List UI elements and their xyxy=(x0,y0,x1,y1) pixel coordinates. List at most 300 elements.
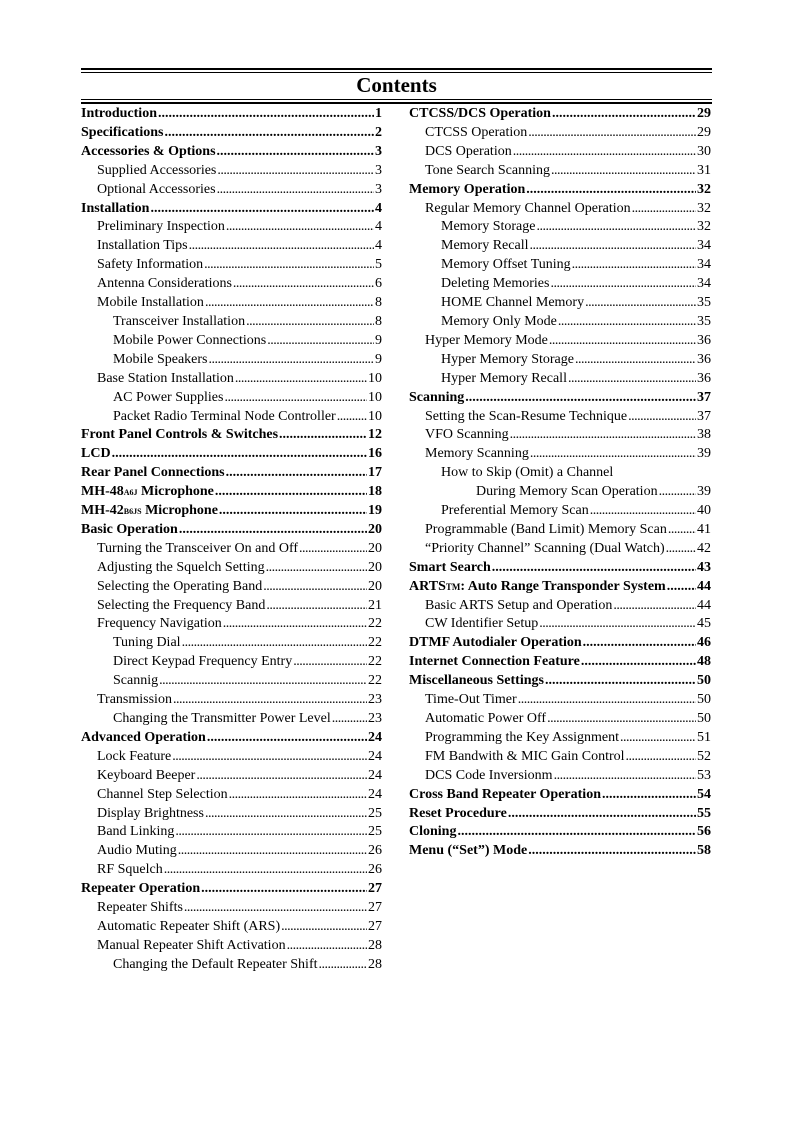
toc-entry xyxy=(81,899,382,918)
toc-leader-dots xyxy=(626,748,696,767)
toc-leader-dots xyxy=(632,200,696,219)
toc-page-number: 1 xyxy=(375,106,382,121)
toc-entry-label xyxy=(97,181,216,200)
toc-entry-subscript: B6JS xyxy=(123,507,142,517)
toc-leader-dots xyxy=(205,294,374,313)
toc-page-number: 37 xyxy=(697,389,711,405)
toc-entry-title: Preliminary Inspection xyxy=(97,219,225,235)
toc-entry xyxy=(81,237,382,256)
toc-page-number: 22 xyxy=(368,635,382,651)
toc-leader-dots xyxy=(281,918,367,937)
toc-entry-label xyxy=(81,105,157,124)
toc-leader-dots xyxy=(217,181,374,200)
toc-entry-label xyxy=(97,578,262,597)
toc-entry-label xyxy=(81,729,206,748)
toc-leader-dots xyxy=(628,408,696,427)
toc-entry xyxy=(409,200,711,219)
toc-entry-title-suffix: : Auto Range Transponder System xyxy=(460,578,666,594)
toc-page-number: 18 xyxy=(368,484,382,500)
toc-entry xyxy=(81,313,382,332)
toc-page-number: 5 xyxy=(375,257,382,273)
toc-entry-label xyxy=(113,634,181,653)
toc-page-number: 10 xyxy=(368,408,382,424)
toc-entry-title: MH-42 xyxy=(81,503,124,519)
toc-leader-dots xyxy=(164,124,374,143)
toc-page-number: 2 xyxy=(375,124,382,140)
toc-page-number: 56 xyxy=(697,824,711,840)
toc-page-number: 28 xyxy=(368,956,382,972)
toc-leader-dots xyxy=(528,842,696,861)
toc-leader-dots xyxy=(233,275,374,294)
toc-entry xyxy=(81,672,382,691)
toc-entry-label xyxy=(81,880,200,899)
toc-entry-title: “Priority Channel” Scanning (Dual Watch) xyxy=(425,540,665,556)
toc-entry-label xyxy=(81,521,178,540)
toc-entry-title: Repeater Operation xyxy=(81,881,201,897)
toc-page-number: 3 xyxy=(375,181,382,197)
toc-entry-title: RF Squelch xyxy=(97,862,163,878)
toc-entry-label xyxy=(441,256,571,275)
toc-entry-label xyxy=(441,294,584,313)
toc-entry xyxy=(81,559,382,578)
toc-leader-dots xyxy=(558,313,696,332)
toc-entry-label xyxy=(97,540,298,559)
toc-entry xyxy=(409,332,711,351)
toc-entry xyxy=(81,748,382,767)
toc-entry-title: Installation xyxy=(81,200,150,216)
toc-entry-label xyxy=(97,559,265,578)
toc-entry-label xyxy=(97,275,232,294)
toc-entry-title: Scannig xyxy=(113,673,159,689)
toc-leader-dots xyxy=(267,332,374,351)
toc-leader-dots xyxy=(529,237,696,256)
toc-leader-dots xyxy=(112,445,367,464)
toc-entry-title: Basic Operation xyxy=(81,521,178,537)
toc-entry-title: ARTS xyxy=(409,578,446,594)
toc-page-number: 46 xyxy=(697,635,711,651)
toc-entry-title: Changing the Transmitter Power Level xyxy=(113,711,331,726)
toc-leader-dots xyxy=(620,729,696,748)
toc-leader-dots xyxy=(173,691,367,710)
toc-entry-title: Optional Accessories xyxy=(97,181,216,197)
toc-leader-dots xyxy=(545,672,696,691)
toc-page-number: 20 xyxy=(368,540,382,556)
toc-leader-dots xyxy=(602,786,696,805)
toc-page-number: 58 xyxy=(697,843,711,859)
toc-entry-label xyxy=(113,313,245,332)
toc-entry-label xyxy=(97,162,216,181)
toc-entry-label xyxy=(425,710,546,729)
toc-entry-title: Mobile Power Connections xyxy=(113,332,267,348)
toc-entry xyxy=(81,578,382,597)
toc-leader-dots xyxy=(226,218,374,237)
toc-entry-label xyxy=(425,143,512,162)
toc-leader-dots xyxy=(572,256,696,275)
toc-leader-dots xyxy=(189,237,374,256)
toc-entry-title: Setting the Scan-Resume Technique xyxy=(425,408,628,424)
toc-entry xyxy=(409,162,711,181)
toc-page-number: 19 xyxy=(368,503,382,519)
toc-entry-label xyxy=(441,351,574,370)
toc-page-number: 32 xyxy=(697,200,711,216)
toc-leader-dots xyxy=(550,275,696,294)
toc-page-number: 26 xyxy=(368,843,382,859)
toc-entry xyxy=(81,445,382,464)
toc-leader-dots xyxy=(585,294,696,313)
toc-entry-label xyxy=(425,445,529,464)
toc-entry xyxy=(81,389,382,408)
toc-entry-title: Hyper Memory Recall xyxy=(441,370,567,386)
toc-page-number: 39 xyxy=(697,446,711,462)
toc-entry xyxy=(409,842,711,861)
toc-entry-title: Turning the Transceiver On and Off xyxy=(97,540,299,556)
toc-entry xyxy=(81,615,382,634)
toc-entry-label xyxy=(81,143,216,162)
toc-page-number: 25 xyxy=(368,805,382,821)
toc-leader-dots xyxy=(530,445,696,464)
toc-entry-title: Keyboard Beeper xyxy=(97,767,196,783)
toc-leader-dots xyxy=(492,559,696,578)
toc-entry-label xyxy=(425,729,619,748)
toc-entry-label xyxy=(113,710,331,729)
toc-entry xyxy=(81,200,382,219)
toc-entry xyxy=(409,464,711,483)
toc-entry-label xyxy=(425,426,509,445)
toc-entry xyxy=(81,105,382,124)
toc-page-number: 52 xyxy=(697,748,711,764)
toc-page-number: 20 xyxy=(368,559,382,575)
toc-entry xyxy=(81,124,382,143)
toc-leader-dots xyxy=(164,861,367,880)
toc-leader-dots xyxy=(223,615,367,634)
toc-page-number: 51 xyxy=(697,729,711,745)
toc-entry xyxy=(81,256,382,275)
toc-entry-title: Memory Operation xyxy=(409,181,526,197)
toc-entry xyxy=(409,578,711,597)
toc-entry xyxy=(81,464,382,483)
toc-entry-label xyxy=(97,805,204,824)
toc-entry xyxy=(81,634,382,653)
toc-entry-label xyxy=(425,332,548,351)
toc-entry-trademark: TM xyxy=(445,581,461,592)
toc-leader-dots xyxy=(226,464,367,483)
toc-page-number: 24 xyxy=(368,729,382,745)
toc-page-number: 36 xyxy=(697,351,711,367)
toc-entry-title: DCS Operation xyxy=(425,143,512,159)
toc-entry-label xyxy=(81,426,278,445)
toc-entry-title: Cloning xyxy=(409,824,457,840)
toc-leader-dots xyxy=(207,729,367,748)
toc-entry-label xyxy=(409,653,580,672)
toc-entry-title: Programmable (Band Limit) Memory Scan xyxy=(425,521,667,537)
toc-page-number: 41 xyxy=(697,521,711,537)
toc-entry-title: Adjusting the Squelch Setting xyxy=(97,559,265,575)
toc-entry-title: Advanced Operation xyxy=(81,729,206,745)
toc-entry-title: Supplied Accessories xyxy=(97,162,217,178)
toc-entry-title: Packet Radio Terminal Node Controller xyxy=(113,408,336,424)
toc-entry-title-suffix: Microphone xyxy=(141,503,218,519)
toc-entry-title: CTCSS Operation xyxy=(425,124,528,140)
toc-leader-dots xyxy=(659,483,696,502)
toc-entry xyxy=(409,143,711,162)
toc-entry xyxy=(409,181,711,200)
toc-entry xyxy=(409,483,711,502)
toc-entry-label xyxy=(409,805,507,824)
toc-leader-dots xyxy=(319,956,368,975)
toc-page-number: 9 xyxy=(375,332,382,348)
toc-entry xyxy=(409,445,711,464)
toc-page-number: 6 xyxy=(375,276,382,292)
toc-entry-label xyxy=(113,672,158,691)
toc-leader-dots xyxy=(552,105,696,124)
toc-entry xyxy=(81,729,382,748)
toc-leader-dots xyxy=(457,823,696,842)
toc-entry-label xyxy=(113,653,292,672)
toc-page-number: 20 xyxy=(368,578,382,594)
toc-entry-title: VFO Scanning xyxy=(425,427,509,443)
toc-entry-title: Mobile Installation xyxy=(97,295,204,311)
toc-entry-label xyxy=(425,124,527,143)
title-rule xyxy=(81,102,712,104)
toc-leader-dots xyxy=(287,937,367,956)
toc-entry xyxy=(81,408,382,427)
toc-page-number: 3 xyxy=(375,162,382,178)
toc-entry-label xyxy=(97,937,286,956)
toc-page-number: 27 xyxy=(368,918,382,934)
toc-entry xyxy=(409,105,711,124)
toc-entry-label xyxy=(97,218,225,237)
toc-page-number: 36 xyxy=(697,332,711,348)
toc-entry-label xyxy=(81,483,214,503)
toc-entry-title: Automatic Repeater Shift (ARS) xyxy=(97,918,281,934)
toc-entry xyxy=(81,162,382,181)
toc-page-number: 44 xyxy=(697,578,711,594)
toc-entry-label xyxy=(441,464,613,483)
toc-entry-label xyxy=(425,408,627,427)
toc-page-number: 24 xyxy=(368,786,382,802)
toc-entry-title: FM Bandwith & MIC Gain Control xyxy=(425,748,625,764)
toc-entry xyxy=(81,540,382,559)
toc-entry xyxy=(81,956,382,975)
toc-leader-dots xyxy=(158,105,374,124)
toc-entry xyxy=(409,426,711,445)
toc-entry xyxy=(409,540,711,559)
toc-leader-dots xyxy=(215,483,367,502)
toc-page-number: 35 xyxy=(697,295,711,311)
toc-entry-title: MH-48 xyxy=(81,484,124,500)
toc-entry xyxy=(81,351,382,370)
toc-entry-label xyxy=(97,294,204,313)
toc-entry-title: Lock Feature xyxy=(97,748,172,764)
toc-entry-label xyxy=(425,748,625,767)
toc-leader-dots xyxy=(184,899,367,918)
toc-leader-dots xyxy=(217,162,374,181)
toc-entry xyxy=(81,805,382,824)
toc-leader-dots xyxy=(159,672,367,691)
toc-entry-title: Safety Information xyxy=(97,257,204,273)
toc-leader-dots xyxy=(526,181,696,200)
toc-entry-label xyxy=(441,275,549,294)
toc-page-number: 23 xyxy=(368,711,382,726)
toc-entry xyxy=(409,691,711,710)
toc-entry-label xyxy=(97,256,203,275)
toc-page-number: 22 xyxy=(368,673,382,689)
toc-page-number: 40 xyxy=(697,503,711,519)
toc-page-number: 27 xyxy=(368,881,382,897)
toc-entry xyxy=(409,370,711,389)
toc-entry-title: Cross Band Repeater Operation xyxy=(409,786,601,802)
toc-entry xyxy=(81,181,382,200)
toc-leader-dots xyxy=(465,389,696,408)
toc-page-number: 24 xyxy=(368,767,382,783)
toc-entry-label xyxy=(97,899,183,918)
toc-entry-title: Specifications xyxy=(81,124,164,140)
toc-entry xyxy=(409,521,711,540)
toc-entry-label xyxy=(113,408,336,427)
top-rule xyxy=(81,68,712,70)
toc-page-number: 45 xyxy=(697,616,711,632)
toc-column-right xyxy=(409,105,711,861)
toc-entry-title: Selecting the Frequency Band xyxy=(97,597,266,613)
toc-entry xyxy=(409,351,711,370)
toc-entry-title: Time-Out Timer xyxy=(425,692,517,708)
toc-leader-dots xyxy=(204,256,374,275)
toc-page-number: 26 xyxy=(368,862,382,878)
toc-page-number: 22 xyxy=(368,616,382,632)
toc-entry-label xyxy=(81,445,111,464)
toc-entry-label xyxy=(425,691,517,710)
toc-entry-title: Transmission xyxy=(97,692,172,708)
toc-entry-title-suffix: Microphone xyxy=(137,484,214,500)
toc-entry xyxy=(81,767,382,786)
toc-entry-title: Front Panel Controls & Switches xyxy=(81,427,279,443)
toc-entry-label xyxy=(425,615,538,634)
toc-entry xyxy=(81,823,382,842)
toc-entry-label xyxy=(81,464,225,483)
toc-entry-subscript: A6J xyxy=(123,488,138,498)
toc-entry xyxy=(409,710,711,729)
toc-page-number: 8 xyxy=(375,313,382,329)
toc-page-number: 3 xyxy=(375,143,382,159)
toc-leader-dots xyxy=(583,634,696,653)
toc-entry-title: HOME Channel Memory xyxy=(441,295,585,311)
toc-entry-title: Antenna Considerations xyxy=(97,276,232,292)
toc-entry-label xyxy=(97,823,174,842)
toc-page-number: 30 xyxy=(697,143,711,159)
toc-leader-dots xyxy=(224,389,367,408)
toc-entry-label xyxy=(97,918,280,937)
toc-page-number: 20 xyxy=(368,521,382,537)
toc-entry xyxy=(409,408,711,427)
toc-leader-dots xyxy=(196,767,367,786)
toc-entry-label xyxy=(409,672,544,691)
toc-entry-title: Deleting Memories xyxy=(441,276,550,292)
toc-entry xyxy=(409,275,711,294)
toc-entry-label xyxy=(425,597,612,616)
toc-leader-dots xyxy=(279,426,367,445)
toc-entry xyxy=(409,634,711,653)
toc-entry-label xyxy=(97,767,195,786)
toc-leader-dots xyxy=(172,748,367,767)
toc-entry xyxy=(81,937,382,956)
toc-entry xyxy=(81,275,382,294)
toc-entry xyxy=(81,218,382,237)
toc-entry-label xyxy=(97,370,234,389)
toc-entry xyxy=(81,483,382,502)
toc-entry-title: DCS Code Inversionm xyxy=(425,767,553,783)
toc-leader-dots xyxy=(551,162,696,181)
toc-entry-title: Memory Recall xyxy=(441,238,529,254)
toc-leader-dots xyxy=(150,200,374,219)
toc-leader-dots xyxy=(547,710,696,729)
toc-leader-dots xyxy=(667,578,696,597)
toc-entry-title: Channel Step Selection xyxy=(97,786,228,802)
toc-page-number: 31 xyxy=(697,162,711,178)
toc-entry-label xyxy=(409,823,456,842)
toc-page-number: 36 xyxy=(697,370,711,386)
toc-entry xyxy=(81,842,382,861)
toc-leader-dots xyxy=(217,143,374,162)
toc-leader-dots xyxy=(575,351,696,370)
toc-entry-label xyxy=(409,105,551,124)
toc-entry-title: Hyper Memory Storage xyxy=(441,351,574,367)
toc-leader-dots xyxy=(293,653,367,672)
toc-entry-label xyxy=(441,502,589,521)
toc-page-number: 42 xyxy=(697,540,711,556)
page-title: Contents xyxy=(356,73,437,97)
toc-page-number: 17 xyxy=(368,465,382,481)
toc-entry-title: Reset Procedure xyxy=(409,805,507,821)
toc-entry xyxy=(409,124,711,143)
toc-entry-title: Mobile Speakers xyxy=(113,351,208,367)
toc-entry xyxy=(81,502,382,521)
toc-leader-dots xyxy=(666,540,696,559)
toc-entry-title: Band Linking xyxy=(97,824,175,840)
toc-page-number: 16 xyxy=(368,446,382,462)
toc-entry xyxy=(81,426,382,445)
toc-entry-label xyxy=(441,237,528,256)
toc-entry-title: Audio Muting xyxy=(97,843,177,859)
toc-page-number: 44 xyxy=(697,597,711,613)
toc-entry-title: Display Brightness xyxy=(97,805,204,821)
toc-entry xyxy=(81,143,382,162)
toc-page-number: 50 xyxy=(697,711,711,726)
toc-page-number: 27 xyxy=(368,900,382,916)
toc-entry-label xyxy=(97,615,222,634)
toc-leader-dots xyxy=(299,540,367,559)
toc-entry xyxy=(409,672,711,691)
toc-entry xyxy=(81,880,382,899)
toc-leader-dots xyxy=(182,634,367,653)
toc-entry xyxy=(409,389,711,408)
toc-entry-label xyxy=(81,502,218,522)
toc-entry-label xyxy=(409,842,527,861)
toc-entry xyxy=(409,805,711,824)
toc-entry-title: Miscellaneous Settings xyxy=(409,673,544,689)
toc-entry xyxy=(409,767,711,786)
toc-leader-dots xyxy=(581,653,696,672)
toc-entry-title: Memory Scanning xyxy=(425,446,529,462)
toc-entry-label xyxy=(113,956,318,975)
toc-entry-label xyxy=(409,389,464,408)
toc-leader-dots xyxy=(178,842,367,861)
toc-entry xyxy=(409,256,711,275)
toc-entry-title: Tuning Dial xyxy=(113,635,181,651)
toc-entry xyxy=(81,691,382,710)
toc-leader-dots xyxy=(208,351,374,370)
toc-entry-title: Memory Only Mode xyxy=(441,313,557,329)
toc-page-number: 34 xyxy=(697,276,711,292)
